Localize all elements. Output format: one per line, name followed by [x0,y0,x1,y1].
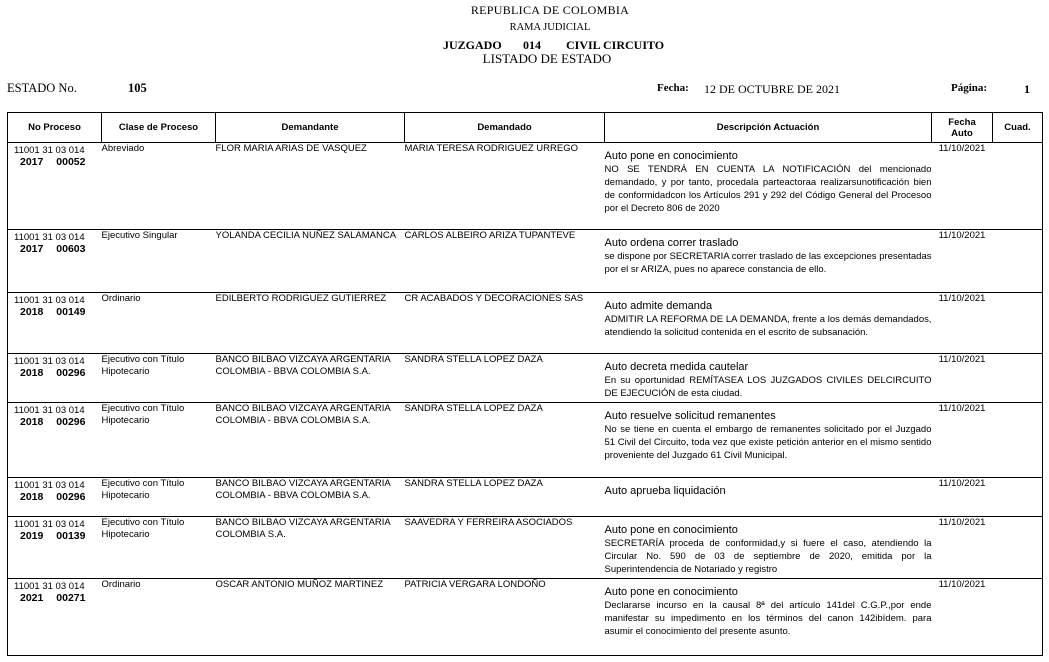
actuacion-title: Auto pone en conocimiento [604,150,738,162]
proceso-year: 2018 [20,306,44,318]
cell-demandante: BANCO BILBAO VIZCAYA ARGENTARIA COLOMBIA - BBVA COLOMBIA S.A. [216,478,405,517]
estado-number: 105 [128,81,147,95]
actuacion-description: NO SE TENDRÁ EN CUENTA LA NOTIFICACIÓN del mencionado demandado, y por tanto, procedala parteactoraa realizarsunotificación bien de conformidadcon los Artículos 291 y 292 del Código General del Procesoo por el Decreto 806 de 2020 [604,164,932,214]
col-header-demandado: Demandado [405,113,605,143]
cell-no-proceso [8,230,102,293]
pagina-label: Página: [951,82,988,94]
proceso-year: 2017 [20,156,44,168]
proceso-number: 00139 [56,530,86,542]
cell-descripcion [605,230,932,293]
cell-demandado: SANDRA STELLA LOPEZ DAZA [405,478,605,517]
cell-cuad [993,403,1043,478]
cell-clase: Abreviado [102,143,216,230]
cell-fecha-auto: 11/10/2021 [932,230,993,293]
proceso-year-number [8,491,102,503]
table-row [8,517,1043,579]
cell-fecha-auto: 11/10/2021 [932,143,993,230]
cell-cuad [993,230,1043,293]
cell-no-proceso [8,143,102,230]
proceso-year-number [8,306,102,318]
cell-clase: Ejecutivo con Título Hipotecario [102,354,216,403]
col-header-fecha-auto [932,113,993,143]
proceso-year-number [8,156,102,168]
cell-cuad [993,143,1043,230]
cell-demandante: BANCO BILBAO VIZCAYA ARGENTARIA COLOMBIA S.A. [216,517,405,579]
proceso-year: 2018 [20,416,44,428]
cell-fecha-auto: 11/10/2021 [932,354,993,403]
cell-fecha-auto: 11/10/2021 [932,478,993,517]
cell-clase: Ordinario [102,579,216,656]
cell-demandado: SANDRA STELLA LOPEZ DAZA [405,403,605,478]
actuacion-description: ADMITIR LA REFORMA DE LA DEMANDA, frente a los demás demandados, atendiendo la solicitud contenida en el escrito de subsanación. [604,314,932,338]
proceso-code: 11001 31 03 014 [14,145,85,156]
proceso-year: 2021 [20,592,44,604]
cell-demandante: BANCO BILBAO VIZCAYA ARGENTARIA COLOMBIA - BBVA COLOMBIA S.A. [216,403,405,478]
cell-fecha-auto: 11/10/2021 [932,293,993,354]
actuacion-title: Auto resuelve solicitud remanentes [604,410,776,422]
cell-fecha-auto: 11/10/2021 [932,517,993,579]
col-header-descripcion: Descripción Actuación [605,113,932,143]
cell-clase: Ejecutivo Singular [102,230,216,293]
actuacion-title: Auto ordena correr traslado [604,237,739,249]
header-rama-judicial: RAMA JUDICIAL [509,22,591,33]
table-header-row [8,113,1043,143]
col-header-fecha-auto-line1: Fecha [948,116,976,128]
estado-label: ESTADO No. [7,81,77,95]
proceso-number: 00052 [56,156,86,168]
header-juzgado-number: 014 [523,38,541,52]
cell-clase: Ejecutivo con Título Hipotecario [102,478,216,517]
cell-demandado: PATRICIA VERGARA LONDOÑO [405,579,605,656]
proceso-year-number [8,592,102,604]
cell-demandante: FLOR MARIA ARIAS DE VASQUEZ [216,143,405,230]
cell-clase: Ejecutivo con Título Hipotecario [102,517,216,579]
col-header-clase: Clase de Proceso [102,113,216,143]
cell-demandante: EDILBERTO RODRIGUEZ GUTIERREZ [216,293,405,354]
proceso-code: 11001 31 03 014 [14,480,85,491]
table-row [8,579,1043,656]
cell-no-proceso [8,354,102,403]
proceso-number: 00603 [56,243,86,255]
header-juzgado-label: JUZGADO [443,38,502,52]
actuacion-description: Declararse incurso en la causal 8ª del artículo 141del C.G.P.,por ende manifestar su impedimento en los términos del canon 142ibídem. para asumir el conocimiento del presente asunto. [604,600,932,637]
proceso-year-number [8,243,102,255]
cell-cuad [993,517,1043,579]
proceso-number: 00271 [56,592,86,604]
cell-no-proceso [8,517,102,579]
actuacion-description: se dispone por SECRETARIA correr traslado de las excepciones presentadas por el sr ARIZA, pues no aparece constancia de ello. [604,251,932,275]
cell-descripcion [605,403,932,478]
table-row [8,478,1043,517]
cell-descripcion [605,143,932,230]
fecha-value: 12 DE OCTUBRE DE 2021 [704,82,840,96]
proceso-code: 11001 31 03 014 [14,581,85,592]
proceso-year: 2017 [20,243,44,255]
proceso-number: 00149 [56,306,86,318]
proceso-number: 00296 [56,416,86,428]
proceso-code: 11001 31 03 014 [14,295,85,306]
cell-no-proceso [8,403,102,478]
proceso-year-number [8,367,102,379]
proceso-year: 2018 [20,491,44,503]
cell-cuad [993,478,1043,517]
cell-fecha-auto: 11/10/2021 [932,579,993,656]
proceso-year: 2019 [20,530,44,542]
table-row [8,143,1043,230]
actuacion-title: Auto admite demanda [604,300,713,312]
cell-demandado: SAAVEDRA Y FERREIRA ASOCIADOS [405,517,605,579]
cell-no-proceso [8,579,102,656]
cell-no-proceso [8,293,102,354]
table-row [8,354,1043,403]
cell-descripcion [605,354,932,403]
cell-demandante: OSCAR ANTONIO MUÑOZ MARTINEZ [216,579,405,656]
cell-cuad [993,293,1043,354]
proceso-year-number [8,416,102,428]
header-republica: REPUBLICA DE COLOMBIA [470,3,630,17]
table-row [8,403,1043,478]
actuacion-title: Auto pone en conocimiento [604,524,738,536]
header-juzgado-type: CIVIL CIRCUITO [566,38,665,52]
cell-demandado: CARLOS ALBEIRO ARIZA TUPANTEVE [405,230,605,293]
actuacion-title: Auto aprueba liquidación [604,485,726,497]
cell-descripcion [605,293,932,354]
cell-cuad [993,354,1043,403]
actuacion-title: Auto decreta medida cautelar [604,361,749,373]
cell-demandante: BANCO BILBAO VIZCAYA ARGENTARIA COLOMBIA - BBVA COLOMBIA S.A. [216,354,405,403]
col-header-demandante: Demandante [216,113,405,143]
actuacion-title: Auto pone en conocimiento [604,586,738,598]
cell-demandado: MARIA TERESA RODRIGUEZ URREGO [405,143,605,230]
cell-no-proceso [8,478,102,517]
col-header-fecha-auto-line2: Auto [951,127,973,139]
cell-clase: Ejecutivo con Título Hipotecario [102,403,216,478]
table-row [8,293,1043,354]
cell-clase: Ordinario [102,293,216,354]
proceso-code: 11001 31 03 014 [14,232,85,243]
cell-fecha-auto: 11/10/2021 [932,403,993,478]
actuacion-description: SECRETARÍA proceda de conformidad,y si fuere el caso, atendiendo la Circular No. 590 de 03 de septiembre de 2020, emitida por la Superintendencia de Notariado y registro [604,538,932,575]
proceso-number: 00296 [56,367,86,379]
proceso-code: 11001 31 03 014 [14,405,85,416]
actuacion-description: En su oportunidad REMÍTASEA LOS JUZGADOS CIVILES DELCIRCUITO DE EJECUCIÓN de esta ciudad. [604,375,932,399]
cell-descripcion [605,478,932,517]
document-title: LISTADO DE ESTADO [482,51,612,66]
cell-demandado: CR ACABADOS Y DECORACIONES SAS [405,293,605,354]
cell-descripcion [605,579,932,656]
proceso-code: 11001 31 03 014 [14,356,85,367]
pagina-value: 1 [1024,82,1030,96]
col-header-cuad: Cuad. [993,113,1043,143]
proceso-year-number [8,530,102,542]
fecha-label: Fecha: [657,82,689,94]
proceso-code: 11001 31 03 014 [14,519,85,530]
cell-demandante: YOLANDA CECILIA NUÑEZ SALAMANCA [216,230,405,293]
table-row [8,230,1043,293]
estado-table [7,112,1043,656]
cell-demandado: SANDRA STELLA LOPEZ DAZA [405,354,605,403]
actuacion-description: No se tiene en cuenta el embargo de remanentes solicitado por el Juzgado 51 Civil del Circuito, toda vez que existe petición anterior en el mismo sentido proveniente del Juzgado 61 Civil Municipal. [604,424,932,461]
col-header-no-proceso: No Proceso [8,113,102,143]
cell-descripcion [605,517,932,579]
cell-cuad [993,579,1043,656]
proceso-year: 2018 [20,367,44,379]
proceso-number: 00296 [56,491,86,503]
